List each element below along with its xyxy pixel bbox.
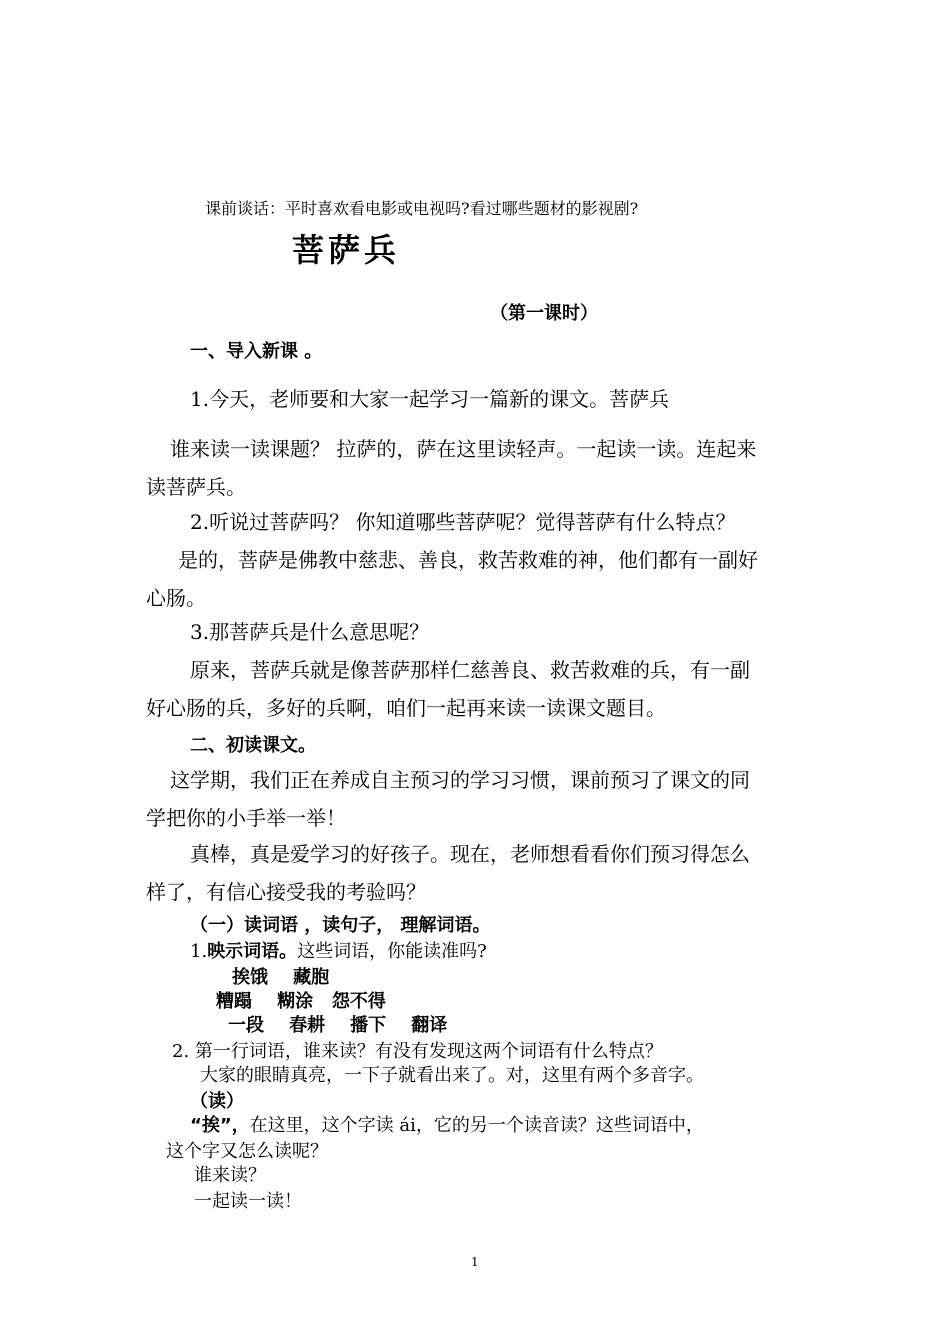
paragraph-7-line-1: 这学期，我们正在养成自主预习的学习习惯，课前预习了课文的同 (170, 768, 750, 792)
word-row-3: 一段 春耕 播下 翻译 (228, 1015, 448, 1036)
paragraph-3: 2.听说过菩萨吗？ 你知道哪些菩萨呢？觉得菩萨有什么特点？ (190, 510, 736, 534)
subsection-heading-1: （一）读词语 ，读句子， 理解词语。 (190, 915, 491, 936)
item-2-line-2: 大家的眼睛真亮，一下子就看出来了。对，这里有两个多音字。 (200, 1065, 704, 1086)
session-label: （第一课时） (490, 303, 598, 324)
item-2: 2. 第一行词语，谁来读？有没有发现这两个词语有什么特点？ (172, 1041, 663, 1062)
ai-character: “挨”， (190, 1115, 250, 1136)
word-row-1: 挨饿 藏胞 (232, 967, 330, 988)
item-1-number: 1. (190, 941, 208, 962)
ai-line-1 (190, 1114, 704, 1138)
section-heading-2: 二、初读课文。 (190, 735, 316, 756)
paragraph-2-line-1: 谁来读一读课题？ 拉萨的，萨在这里读轻声。一起读一读。连起来 (170, 437, 757, 461)
paragraph-5: 3.那菩萨兵是什么意思呢？ (190, 620, 430, 644)
page-number: 1 (471, 1255, 479, 1269)
paragraph-6-line-1: 原来，菩萨兵就是像菩萨那样仁慈善良、救苦救难的兵，有一副 (190, 658, 750, 682)
item-1-rest: 这些词语，你能读准吗? (297, 941, 487, 962)
paragraph-1: 1.今天，老师要和大家一起学习一篇新的课文。菩萨兵 (190, 387, 670, 411)
paragraph-2-line-2: 读菩萨兵。 (146, 475, 246, 499)
item-1-bold: 映示词语。 (207, 941, 298, 962)
paragraph-6-line-2: 好心肠的兵，多好的兵啊，咱们一起再来读一读课文题目。 (146, 696, 666, 720)
paragraph-4-line-1: 是的，菩萨是佛教中慈悲、善良，救苦救难的神，他们都有一副好 (178, 548, 758, 572)
word-row-2: 糟蹋 糊涂 怨不得 (216, 991, 386, 1012)
paragraph-8-line-2: 样了，有信心接受我的考验吗？ (146, 880, 426, 904)
lesson-title: 菩萨兵 (292, 231, 401, 269)
read-label: （读） (190, 1091, 244, 1112)
section-heading-1: 一、导入新课 。 (190, 341, 323, 362)
paragraph-7-line-2: 学把你的小手举一举！ (146, 806, 346, 830)
ai-line-2: 这个字又怎么读呢？ (166, 1141, 328, 1162)
who-reads: 谁来读？ (194, 1165, 266, 1186)
paragraph-8-line-1: 真棒，真是爱学习的好孩子。现在，老师想看看你们预习得怎么 (190, 842, 750, 866)
pre-class-talk: 课前谈话：平时喜欢看电影或电视吗?看过哪些题材的影视剧? (205, 199, 639, 218)
item-1 (190, 940, 487, 964)
paragraph-4-line-2: 心肠。 (146, 586, 206, 610)
read-together: 一起读一读！ (194, 1191, 302, 1212)
ai-explanation: 在这里，这个字读 ái，它的另一个读音读？这些词语中， (249, 1115, 704, 1136)
